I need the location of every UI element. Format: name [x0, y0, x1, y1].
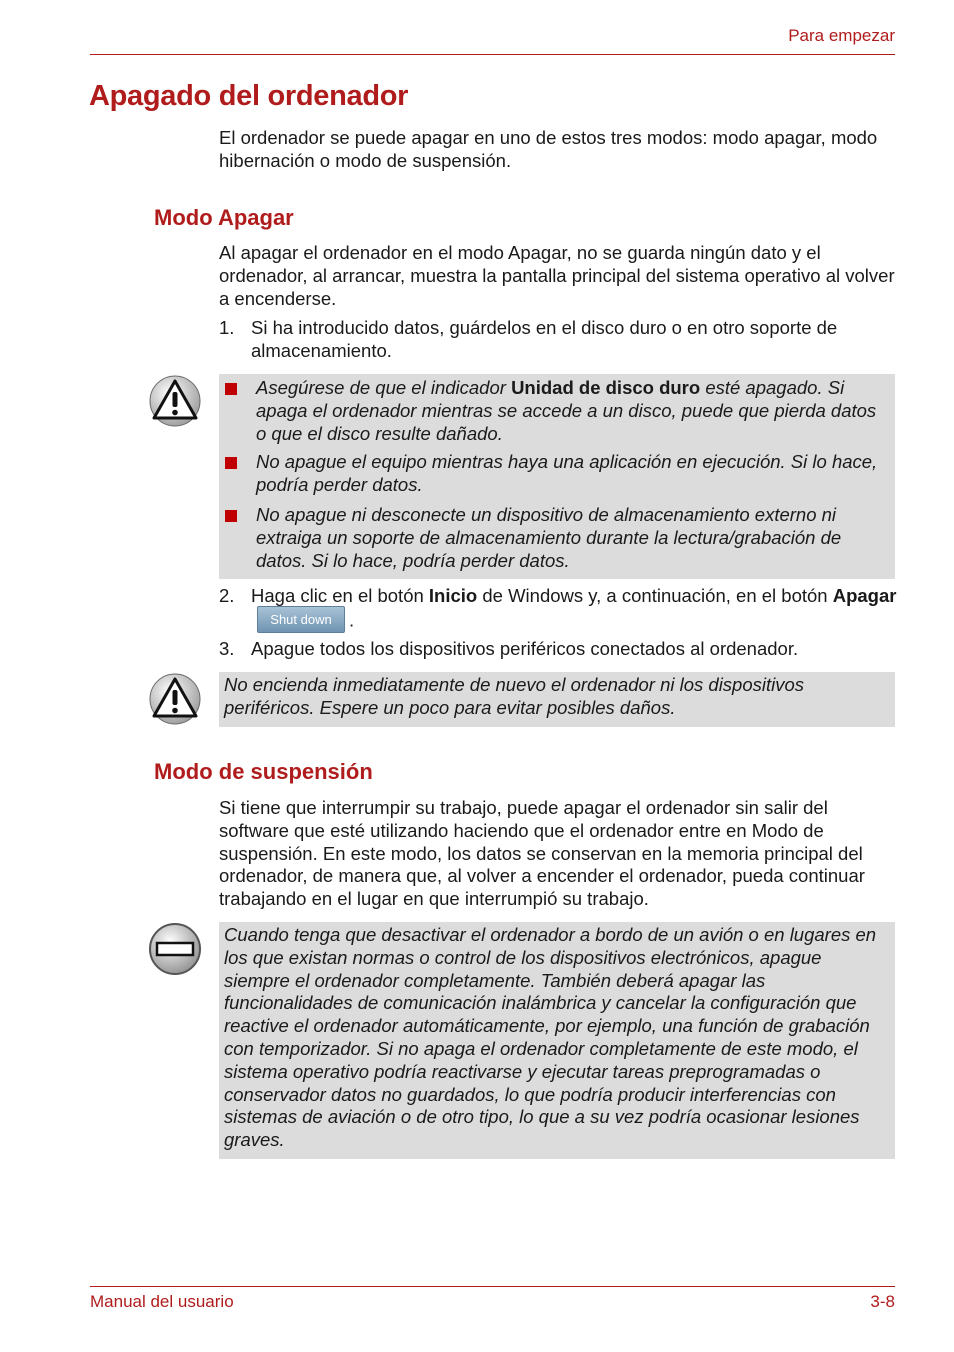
step-text: [251, 585, 899, 635]
sleep-paragraph: Si tiene que interrumpir su trabajo, puede apagar el ordenador sin salir del software que esté utilizando haciendo que el ordenador entre en Modo de suspensión. En este modo, los datos se conservan en la memoria principal del ordenador, de manera que, al volver a encender el ordenador, pueda continuar trabajando en el lugar en que interrumpió su trabajo.: [219, 797, 865, 910]
page-title: Apagado del ordenador: [89, 80, 409, 112]
step-text: Si ha introducido datos, guárdelos en el disco duro o en otro soporte de almacenamiento.: [251, 317, 838, 361]
caution-bullet: [219, 504, 895, 572]
section-heading-sleep: Modo de suspensión: [154, 759, 373, 784]
bullet-text: Asegúrese de que el indicador: [256, 377, 512, 398]
warning-triangle-icon: [148, 672, 202, 726]
bullet-text: esté apagado. Si apaga el ordenador mientras se accede a un disco, puede que pierda datos o que el disco resulte dañado.: [256, 377, 877, 444]
step-number: 1.: [219, 317, 235, 338]
footer-rule: [90, 1286, 895, 1287]
caution-text: No encienda inmediatamente de nuevo el ordenador ni los dispositivos periféricos. Espere un poco para evitar posibles daños.: [224, 674, 805, 718]
section-heading-shutdown: Modo Apagar: [154, 205, 294, 230]
caution-box: [219, 672, 895, 727]
step-3: [219, 638, 899, 661]
shutdown-label: Apagar: [832, 585, 897, 606]
step-text-part: .: [349, 609, 355, 631]
header-rule: [90, 54, 895, 55]
prohibition-icon: [148, 922, 202, 976]
bullet-square-icon: [225, 457, 237, 469]
caution-box: [219, 374, 895, 579]
page-number: 3-8: [870, 1292, 895, 1311]
shutdown-paragraph: Al apagar el ordenador en el modo Apagar, no se guarda ningún dato y el ordenador, al arrancar, muestra la pantalla principal del sistema operativo al volver a encenderse.: [219, 242, 895, 309]
warning-triangle-icon: [148, 374, 202, 428]
bullet-bold-text: Unidad de disco duro: [511, 377, 701, 398]
intro-paragraph: El ordenador se puede apagar en uno de estos tres modos: modo apagar, modo hibernación o modo de suspensión.: [219, 127, 878, 171]
step-number: 3.: [219, 638, 235, 659]
bullet-square-icon: [225, 383, 237, 395]
caution-bullet: [219, 451, 895, 497]
step-text-part: de Windows y, a continuación, en el botón: [477, 585, 833, 606]
step-2: [219, 585, 899, 635]
bullet-text: No apague ni desconecte un dispositivo de almacenamiento externo ni extraiga un soporte de almacenamiento durante la lectura/grabación de datos. Si lo hace, podría perder datos.: [256, 503, 842, 571]
bullet-text: No apague el equipo mientras haya una aplicación en ejecución. Si lo hace, podría perder datos.: [256, 451, 878, 496]
running-header: Para empezar: [788, 26, 895, 45]
warning-text: Cuando tenga que desactivar el ordenador a bordo de un avión o en lugares en los que existan normas o control de los dispositivos electrónicos, apague siempre el ordenador completamente. También deberá apagar las funcionalidades de comunicación inalámbrica y cancelar la configuración que reactive el ordenador automáticamente, por ejemplo, una función de grabación con temporizador. Si no apaga el ordenador completamente de este modo, el sistema operativo podría reactivarse y ejecutar tareas preprogramadas o conservador datos no guardados, lo que podría producir interferencias con sistemas de aviación o de otro tipo, lo que a su vez podría ocasionar lesiones graves.: [224, 924, 877, 1151]
step-number: 2.: [219, 585, 235, 606]
shut-down-button[interactable]: Shut down: [257, 606, 345, 633]
step-text: Apague todos los dispositivos periféricos conectados al ordenador.: [251, 638, 799, 659]
footer-title: Manual del usuario: [90, 1292, 234, 1311]
caution-bullet: [219, 377, 895, 445]
warning-box: [219, 922, 895, 1159]
bullet-square-icon: [225, 510, 237, 522]
step-text-part: Haga clic en el botón: [251, 585, 429, 606]
start-label: Inicio: [428, 585, 478, 606]
step-1: [219, 317, 899, 363]
